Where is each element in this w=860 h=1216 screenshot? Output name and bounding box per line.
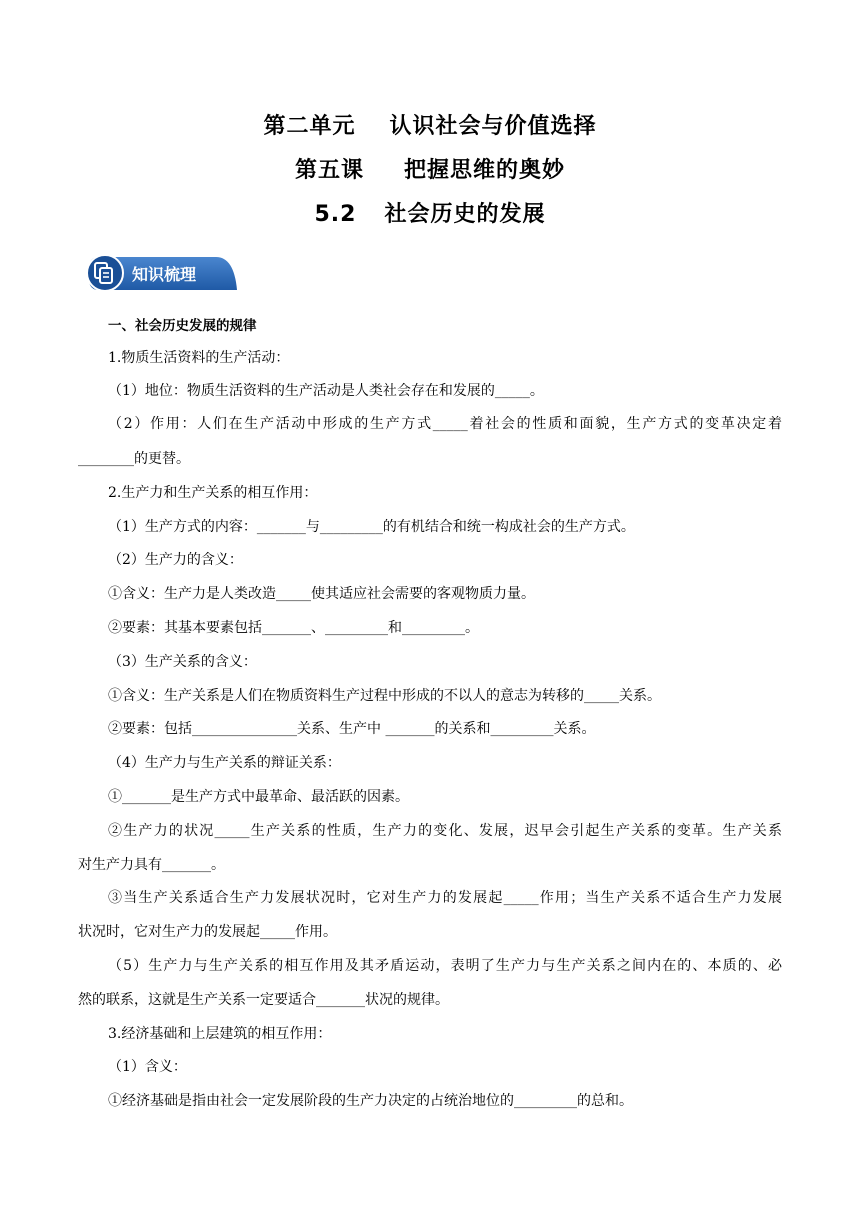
line-21: 3.经济基础和上层建筑的相互作用： — [108, 1026, 332, 1042]
line-20: 然的联系，这就是生产关系一定要适合_______状况的规律。 — [78, 992, 449, 1008]
section-number: 5.2 — [314, 202, 357, 227]
line-2: （1）地位：物质生活资料的生产活动是人类社会存在和发展的_____。 — [108, 383, 544, 399]
heading-section-1: 一、社会历史发展的规律 — [108, 318, 257, 334]
line-5: 2.生产力和生产关系的相互作用： — [108, 485, 318, 501]
line-13: （4）生产力与生产关系的辩证关系： — [108, 755, 341, 771]
section-name: 社会历史的发展 — [384, 202, 546, 227]
line-23: ①经济基础是指由社会一定发展阶段的生产力决定的占统治地位的_________的总和。 — [108, 1093, 633, 1109]
document-stack-icon — [87, 255, 123, 291]
line-16: 对生产力具有_______。 — [78, 857, 225, 873]
section-title — [0, 200, 860, 230]
line-14: ①_______是生产方式中最革命、最活跃的因素。 — [108, 789, 409, 805]
lesson-name: 把握思维的奥妙 — [404, 158, 566, 183]
line-19: （5）生产力与生产关系的相互作用及其矛盾运动，表明了生产力与生产关系之间内在的、本质的、必 — [108, 958, 782, 974]
line-17: ③当生产关系适合生产力发展状况时，它对生产力的发展起_____作用；当生产关系不适合生产力发展 — [108, 890, 782, 906]
line-7: （2）生产力的含义： — [108, 552, 243, 568]
badge-label: 知识梳理 — [132, 265, 197, 284]
line-18: 状况时，它对生产力的发展起_____作用。 — [78, 924, 337, 940]
line-6: （1）生产方式的内容：_______与_________的有机结合和统一构成社会的生产方式。 — [108, 519, 635, 535]
line-9: ②要素：其基本要素包括_______、_________和_________。 — [108, 620, 479, 636]
line-12: ②要素：包括_______________关系、生产中 _______的关系和_________关系。 — [108, 721, 596, 737]
knowledge-badge — [84, 252, 240, 294]
line-22: （1）含义： — [108, 1059, 187, 1075]
line-4: ________的更替。 — [78, 451, 190, 467]
line-3: （2）作用：人们在生产活动中形成的生产方式_____着社会的性质和面貌，生产方式的变革决定着 — [108, 416, 782, 432]
unit-title — [0, 112, 860, 142]
unit-number: 第二单元 — [263, 114, 356, 139]
line-8: ①含义：生产力是人类改造_____使其适应社会需要的客观物质力量。 — [108, 586, 535, 602]
unit-name: 认识社会与价值选择 — [389, 114, 597, 139]
line-10: （3）生产关系的含义： — [108, 654, 257, 670]
line-15: ②生产力的状况_____生产关系的性质，生产力的变化、发展，迟早会引起生产关系的变革。生产关系 — [108, 823, 782, 839]
line-11: ①含义：生产关系是人们在物质资料生产过程中形成的不以人的意志为转移的_____关系。 — [108, 688, 661, 704]
lesson-title — [0, 156, 860, 186]
lesson-number: 第五课 — [294, 158, 364, 183]
line-1: 1.物质生活资料的生产活动： — [108, 350, 290, 366]
